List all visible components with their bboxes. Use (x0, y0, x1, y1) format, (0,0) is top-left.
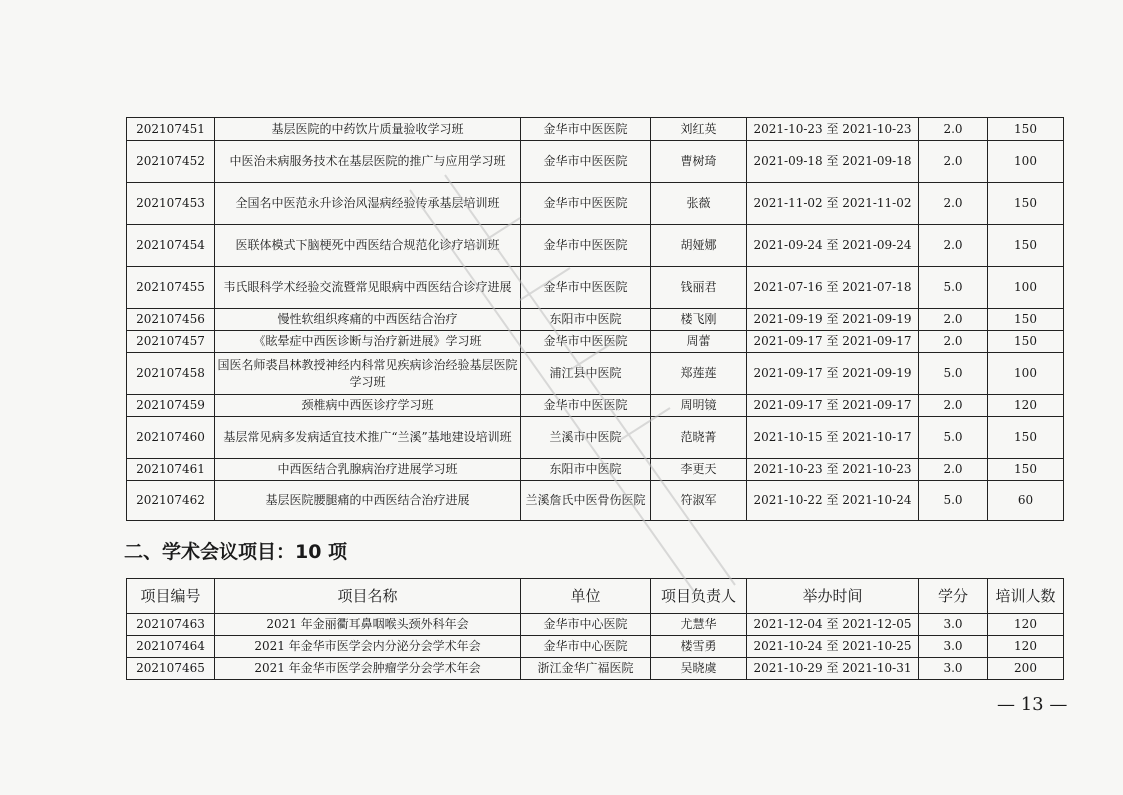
project-time: 2021-10-15 至 2021-10-17 (747, 417, 919, 459)
project-id: 202107451 (127, 118, 215, 141)
project-count: 150 (988, 331, 1064, 353)
project-leader: 郑莲莲 (651, 353, 747, 395)
project-name: 全国名中医范永升诊治风湿病经验传承基层培训班 (215, 183, 521, 225)
project-id: 202107456 (127, 309, 215, 331)
project-time: 2021-10-23 至 2021-10-23 (747, 118, 919, 141)
project-leader: 胡娅娜 (651, 225, 747, 267)
project-count: 150 (988, 183, 1064, 225)
table-row (127, 658, 1064, 680)
project-leader: 符淑军 (651, 481, 747, 521)
project-leader: 楼飞刚 (651, 309, 747, 331)
project-time: 2021-10-23 至 2021-10-23 (747, 459, 919, 481)
project-unit: 东阳市中医院 (521, 309, 651, 331)
project-credit: 5.0 (919, 417, 988, 459)
table-row (127, 353, 1064, 395)
project-time: 2021-09-19 至 2021-09-19 (747, 309, 919, 331)
project-count: 150 (988, 225, 1064, 267)
project-count: 120 (988, 395, 1064, 417)
project-credit: 5.0 (919, 267, 988, 309)
project-credit: 2.0 (919, 309, 988, 331)
project-time: 2021-07-16 至 2021-07-18 (747, 267, 919, 309)
project-time: 2021-09-17 至 2021-09-17 (747, 331, 919, 353)
project-time: 2021-09-18 至 2021-09-18 (747, 141, 919, 183)
table-row (127, 459, 1064, 481)
project-credit: 2.0 (919, 395, 988, 417)
project-time: 2021-10-22 至 2021-10-24 (747, 481, 919, 521)
project-leader: 范晓菁 (651, 417, 747, 459)
project-leader: 吴晓虞 (651, 658, 747, 680)
project-leader: 李更天 (651, 459, 747, 481)
academic-conference-table (126, 578, 1064, 680)
table-row (127, 141, 1064, 183)
project-unit: 金华市中医医院 (521, 118, 651, 141)
project-id: 202107453 (127, 183, 215, 225)
project-name: 颈椎病中西医诊疗学习班 (215, 395, 521, 417)
project-name: 慢性软组织疼痛的中西医结合治疗 (215, 309, 521, 331)
page-number: — 13 — (997, 694, 1068, 715)
project-time: 2021-11-02 至 2021-11-02 (747, 183, 919, 225)
project-unit: 兰溪市中医院 (521, 417, 651, 459)
project-credit: 3.0 (919, 658, 988, 680)
project-name: 基层医院的中药饮片质量验收学习班 (215, 118, 521, 141)
project-time: 2021-09-17 至 2021-09-19 (747, 353, 919, 395)
project-count: 150 (988, 459, 1064, 481)
project-time: 2021-10-24 至 2021-10-25 (747, 636, 919, 658)
project-unit: 金华市中医医院 (521, 395, 651, 417)
section-heading: 二、学术会议项目：10 项 (124, 541, 348, 563)
project-credit: 2.0 (919, 331, 988, 353)
project-unit: 金华市中医医院 (521, 331, 651, 353)
project-name: 《眩晕症中西医诊断与治疗新进展》学习班 (215, 331, 521, 353)
project-count: 60 (988, 481, 1064, 521)
project-name: 2021 年金丽衢耳鼻咽喉头颈外科年会 (215, 614, 521, 636)
project-credit: 2.0 (919, 459, 988, 481)
header-project-name: 项目名称 (215, 579, 521, 614)
table-row (127, 309, 1064, 331)
project-unit: 金华市中医医院 (521, 141, 651, 183)
project-id: 202107461 (127, 459, 215, 481)
table-row (127, 395, 1064, 417)
header-project-id: 项目编号 (127, 579, 215, 614)
project-count: 100 (988, 141, 1064, 183)
project-unit: 金华市中医医院 (521, 267, 651, 309)
project-time: 2021-12-04 至 2021-12-05 (747, 614, 919, 636)
project-id: 202107465 (127, 658, 215, 680)
project-leader: 张薇 (651, 183, 747, 225)
table-row (127, 267, 1064, 309)
table-header-row (127, 579, 1064, 614)
project-name: 中西医结合乳腺病治疗进展学习班 (215, 459, 521, 481)
project-leader: 刘红英 (651, 118, 747, 141)
project-name: 2021 年金华市医学会内分泌分会学术年会 (215, 636, 521, 658)
project-name: 医联体模式下脑梗死中西医结合规范化诊疗培训班 (215, 225, 521, 267)
project-unit: 金华市中心医院 (521, 614, 651, 636)
project-id: 202107463 (127, 614, 215, 636)
table-row (127, 614, 1064, 636)
project-unit: 金华市中医医院 (521, 183, 651, 225)
project-id: 202107464 (127, 636, 215, 658)
project-leader: 周明镜 (651, 395, 747, 417)
project-id: 202107455 (127, 267, 215, 309)
project-count: 100 (988, 267, 1064, 309)
project-unit: 兰溪詹氏中医骨伤医院 (521, 481, 651, 521)
project-leader: 尤慧华 (651, 614, 747, 636)
project-count: 150 (988, 309, 1064, 331)
project-id: 202107457 (127, 331, 215, 353)
project-credit: 5.0 (919, 481, 988, 521)
project-leader: 楼雪勇 (651, 636, 747, 658)
table-row (127, 417, 1064, 459)
project-name: 韦氏眼科学术经验交流暨常见眼病中西医结合诊疗进展 (215, 267, 521, 309)
project-unit: 浙江金华广福医院 (521, 658, 651, 680)
project-time: 2021-09-17 至 2021-09-17 (747, 395, 919, 417)
header-leader: 项目负责人 (651, 579, 747, 614)
project-count: 150 (988, 417, 1064, 459)
training-projects-table (126, 117, 1064, 521)
table-row (127, 331, 1064, 353)
project-unit: 金华市中医医院 (521, 225, 651, 267)
project-name: 国医名师裘昌林教授神经内科常见疾病诊治经验基层医院学习班 (215, 353, 521, 395)
table-row (127, 118, 1064, 141)
header-count: 培训人数 (988, 579, 1064, 614)
project-id: 202107458 (127, 353, 215, 395)
project-id: 202107462 (127, 481, 215, 521)
table-row (127, 481, 1064, 521)
project-credit: 2.0 (919, 141, 988, 183)
project-unit: 浦江县中医院 (521, 353, 651, 395)
project-credit: 3.0 (919, 614, 988, 636)
table-row (127, 225, 1064, 267)
project-unit: 东阳市中医院 (521, 459, 651, 481)
project-leader: 钱丽君 (651, 267, 747, 309)
project-name: 2021 年金华市医学会肿瘤学分会学术年会 (215, 658, 521, 680)
project-count: 200 (988, 658, 1064, 680)
project-id: 202107460 (127, 417, 215, 459)
table-row (127, 183, 1064, 225)
project-id: 202107452 (127, 141, 215, 183)
project-leader: 周蕾 (651, 331, 747, 353)
header-unit: 单位 (521, 579, 651, 614)
project-id: 202107454 (127, 225, 215, 267)
project-count: 120 (988, 614, 1064, 636)
project-unit: 金华市中心医院 (521, 636, 651, 658)
project-credit: 5.0 (919, 353, 988, 395)
header-credit: 学分 (919, 579, 988, 614)
project-count: 150 (988, 118, 1064, 141)
header-time: 举办时间 (747, 579, 919, 614)
project-credit: 3.0 (919, 636, 988, 658)
project-name: 基层常见病多发病适宜技术推广“兰溪”基地建设培训班 (215, 417, 521, 459)
project-count: 120 (988, 636, 1064, 658)
project-credit: 2.0 (919, 183, 988, 225)
project-time: 2021-10-29 至 2021-10-31 (747, 658, 919, 680)
project-credit: 2.0 (919, 118, 988, 141)
project-leader: 曹树琦 (651, 141, 747, 183)
table-row (127, 636, 1064, 658)
project-id: 202107459 (127, 395, 215, 417)
project-count: 100 (988, 353, 1064, 395)
project-time: 2021-09-24 至 2021-09-24 (747, 225, 919, 267)
project-name: 中医治未病服务技术在基层医院的推广与应用学习班 (215, 141, 521, 183)
project-name: 基层医院腰腿痛的中西医结合治疗进展 (215, 481, 521, 521)
project-credit: 2.0 (919, 225, 988, 267)
